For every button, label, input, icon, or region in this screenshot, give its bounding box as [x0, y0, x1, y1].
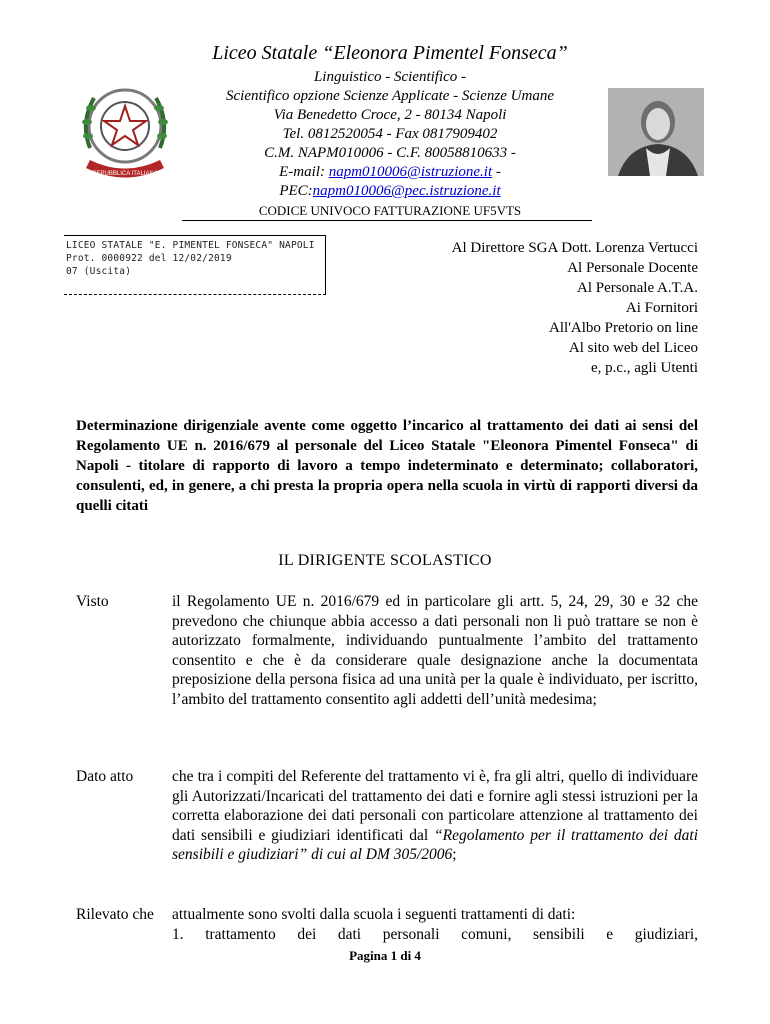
regulation-reference: “Regolamento per il trattamento dei dati sensibili e giudiziari” di cui al DM 305/2006	[172, 826, 698, 864]
billing-code: CODICE UNIVOCO FATTURAZIONE UF5VTS	[258, 203, 522, 218]
header-divider	[182, 220, 592, 221]
recipients-list	[380, 238, 698, 378]
section-label: Visto	[76, 593, 109, 610]
section-text: il Regolamento UE n. 2016/679 ed in particolare gli artt. 5, 24, 29, 30 e 32 che prevedono che chiunque abbia accesso a dati personali non li può trattare se non è autorizzato formalmente, individuando puntualmente l’ambito del trattamento consentito e che è da considerare quale designazione anche la documentata preposizione della persona fisica ad una unità per la quale è individuato, per iscritto, l’ambito del trattamento consentito agli addetti dell’unità medesima;	[172, 593, 698, 708]
email-link[interactable]: napm010006@istruzione.it	[328, 164, 493, 180]
italian-republic-emblem-icon	[70, 78, 180, 188]
section-label: Dato atto	[76, 768, 134, 785]
document-subject: Determinazione dirigenziale avente come oggetto l’incarico al trattamento dei dati ai sensi del Regolamento UE n. 2016/679 al personale del Liceo Statale "Eleonora Pimentel Fonseca" di Napoli - titolare di rapporto di lavoro a tempo indeterminato e determinato; collaboratori, consulenti, ed, in genere, a chi presta la propria opera nella scuola in virtù di rapporti diversi da quelli citati	[76, 418, 698, 514]
recipient-item: Al sito web del Liceo	[568, 340, 698, 356]
header-line: Linguistico - Scientifico -	[313, 69, 467, 85]
section-text	[172, 767, 698, 865]
section-visto	[76, 592, 698, 710]
school-header	[180, 40, 600, 201]
section-text-end: ;	[452, 846, 457, 864]
protocol-stamp	[64, 235, 326, 295]
recipient-item: Al Personale A.T.A.	[577, 280, 698, 296]
recipient-item: e, p.c., agli Utenti	[590, 360, 698, 376]
pec-link[interactable]: napm010006@pec.istruzione.it	[312, 183, 501, 199]
section-text-main: che tra i compiti del Referente del trattamento vi è, fra gli altri, quello di individuare gli Autorizzati/Incaricati del trattamento dei dati e fornire agli stessi istruzioni per la corretta elaborazione dei dati personali con particolare attenzione al trattamento dei dati sensibili e giudiziari identificati dal	[172, 768, 698, 844]
recipient-item: Al Personale Docente	[567, 260, 698, 276]
stamp-line: 07 (Uscita)	[66, 266, 132, 277]
recipient-item: All'Albo Pretorio on line	[549, 320, 698, 336]
recipient-item: Ai Fornitori	[625, 300, 698, 316]
pec-label: PEC:	[279, 183, 313, 199]
email-line	[180, 163, 600, 182]
section-dato-atto	[76, 767, 698, 865]
email-suffix: -	[492, 164, 501, 180]
school-name: Liceo Statale “Eleonora Pimentel Fonseca”	[212, 42, 568, 64]
page-number: Pagina 1 di 4	[349, 948, 421, 963]
emblem-text: REPUBBLICA ITALIANA	[92, 171, 158, 177]
section-rilevato	[76, 905, 698, 944]
document-title: IL DIRIGENTE SCOLASTICO	[278, 552, 492, 569]
section-text-line: attualmente sono svolti dalla scuola i seguenti trattamenti di dati:	[172, 906, 576, 923]
fiscal-code-line: C.M. NAPM010006 - C.F. 80058810633 -	[264, 145, 516, 161]
section-label: Rilevato che	[76, 906, 154, 923]
phone-line: Tel. 0812520054 - Fax 0817909402	[282, 126, 498, 142]
section-text-line: 1. trattamento dei dati personali comuni, sensibili e giudiziari,	[172, 925, 698, 943]
address-line: Via Benedetto Croce, 2 - 80134 Napoli	[273, 107, 507, 123]
email-label: E-mail:	[279, 164, 325, 180]
stamp-line: Prot. 0000922 del 12/02/2019	[66, 253, 232, 264]
portrait-image	[608, 88, 704, 176]
stamp-line: LICEO STATALE "E. PIMENTEL FONSECA" NAPOLI	[66, 240, 315, 251]
header-line: Scientifico opzione Scienze Applicate - Scienze Umane	[226, 88, 554, 104]
pec-line	[180, 182, 600, 201]
section-text	[172, 905, 698, 944]
recipient-item: Al Direttore SGA Dott. Lorenza Vertucci	[451, 240, 698, 256]
